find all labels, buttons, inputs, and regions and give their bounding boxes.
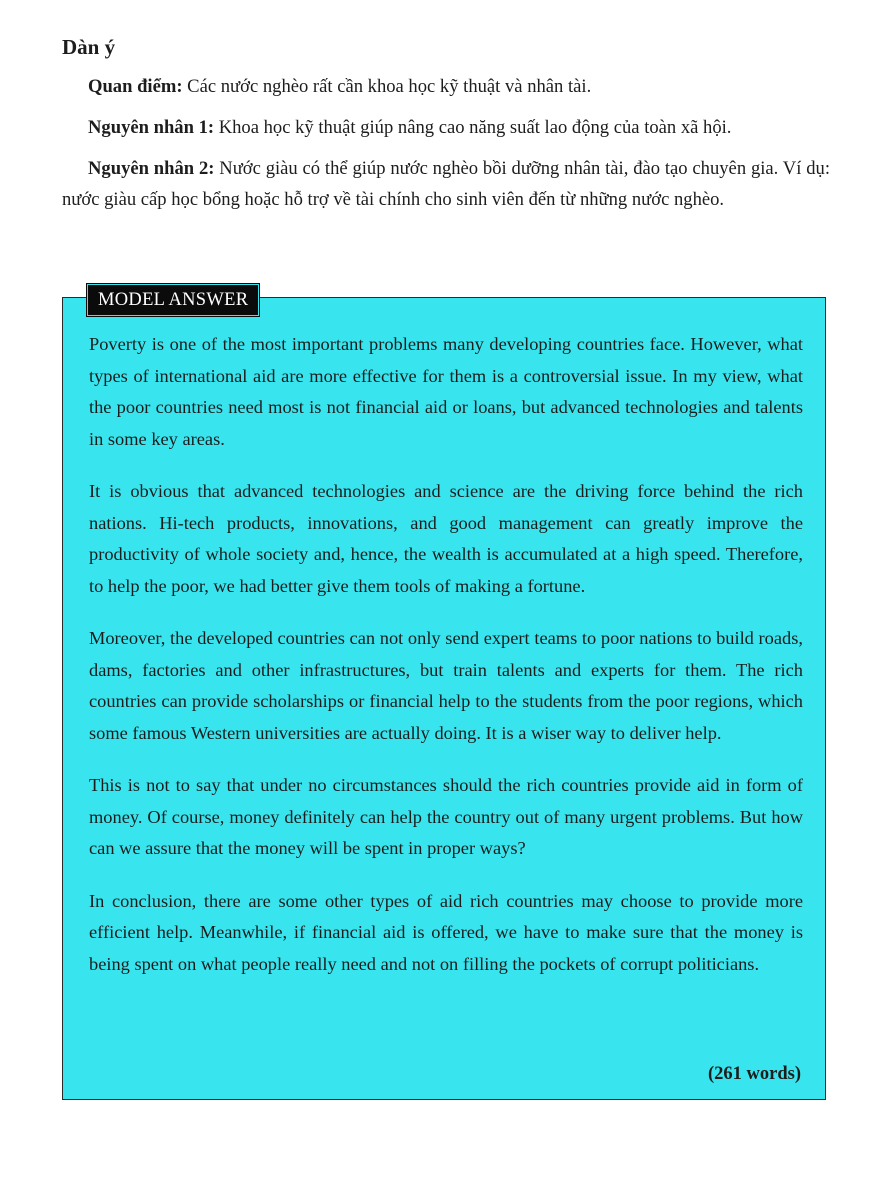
- essay-paragraph-body-3: This is not to say that under no circumstances should the rich countries provide aid in form of money. Of course, money definitely can help the country out of many urgent problems. But how can we assure that the money will be spent in proper ways?: [89, 775, 803, 858]
- model-answer-box: [62, 290, 826, 1100]
- outline-label: Nguyên nhân 1:: [88, 117, 215, 138]
- outline-text: Các nước nghèo rất cần khoa học kỹ thuật và nhân tài.: [182, 76, 592, 97]
- model-answer-badge: MODEL ANSWER: [87, 284, 259, 316]
- essay-paragraph-conclusion: In conclusion, there are some other types of aid rich countries may choose to provide more efficient help. Meanwhile, if financial aid is offered, we have to make sure that the money is being spent on what people really need and not on filling the pockets of corrupt politicians.: [89, 890, 803, 974]
- word-count: (261 words): [707, 1064, 801, 1084]
- outline-heading: Dàn ý: [62, 35, 116, 59]
- outline-text: Nước giàu có thể giúp nước nghèo bồi dưỡng nhân tài, đào tạo chuyên gia. Ví dụ: nước giàu cấp học bổng hoặc hỗ trợ về tài chính cho sinh viên đến từ những nước nghèo.: [62, 158, 830, 210]
- outline-label: Quan điểm:: [88, 76, 183, 97]
- essay-paragraph-introduction: Poverty is one of the most important problems many developing countries face. However, what types of international aid are more effective for them is a controversial issue. In my view, what the poor countries need most is not financial aid or loans, but advanced technologies and talents in some key areas.: [89, 334, 803, 449]
- essay-paragraph-body-1: It is obvious that advanced technologies and science are the driving force behind the rich nations. Hi-tech products, innovations, and good management can greatly improve the productivity of whole society and, hence, the wealth is accumulated at a high speed. Therefore, to help the poor, we had better give them tools of making a fortune.: [89, 481, 803, 596]
- essay-paragraph-body-2: Moreover, the developed countries can not only send expert teams to poor nations to build roads, dams, factories and other infrastructures, but train talents and experts for them. The rich countries can provide scholarships or financial help to the students from the poor regions, which some famous Western universities are actually doing. It is a wiser way to deliver help.: [89, 628, 803, 743]
- outline-point-reason-1: [62, 112, 830, 143]
- outline-section: [62, 30, 830, 225]
- outline-point-viewpoint: [62, 71, 830, 102]
- model-answer-text: [89, 329, 803, 1001]
- outline-point-reason-2: [62, 153, 830, 215]
- outline-text: Khoa học kỹ thuật giúp nâng cao năng suất lao động của toàn xã hội.: [214, 117, 732, 138]
- outline-label: Nguyên nhân 2:: [88, 158, 215, 179]
